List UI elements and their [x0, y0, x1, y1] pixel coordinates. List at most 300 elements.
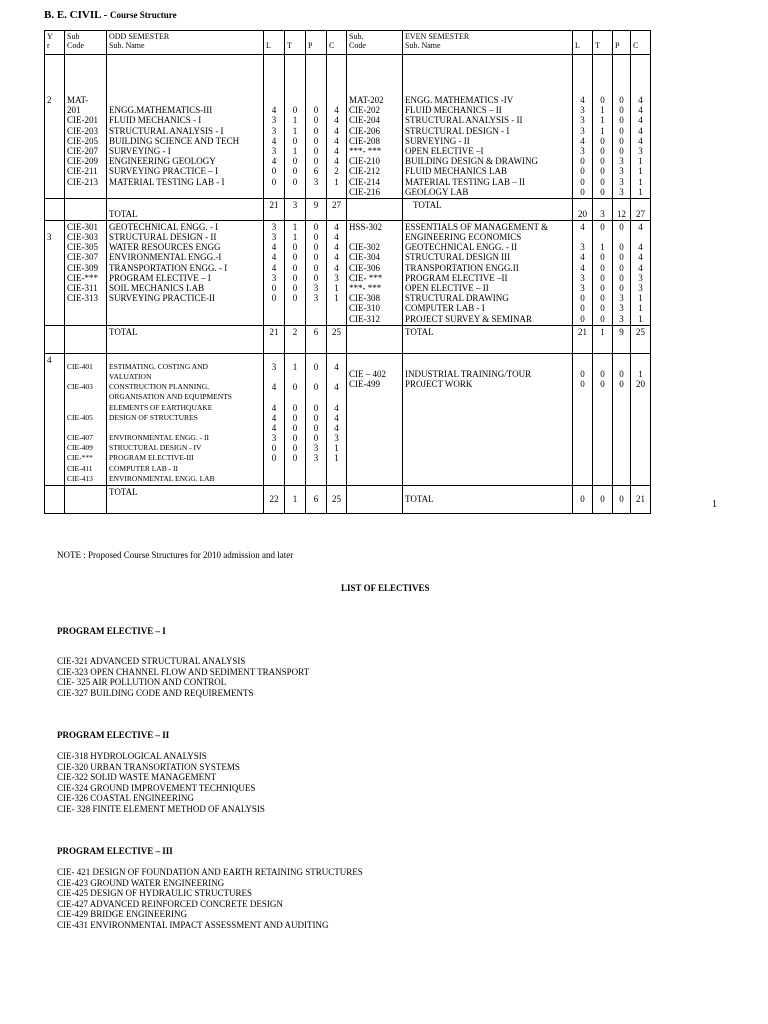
- line-item: [349, 232, 400, 242]
- line-item: 3: [580, 272, 585, 283]
- line-item: 0: [313, 115, 319, 126]
- line-item: 0: [292, 242, 298, 253]
- line-item: 0: [580, 303, 585, 314]
- line-item: GEOTECHNICAL ENGG. - II: [405, 242, 518, 253]
- line-item: 0: [292, 135, 298, 146]
- line-item: 0: [313, 402, 319, 413]
- line-item: 1: [292, 361, 298, 372]
- line-item: CIE-313: [67, 293, 98, 304]
- line-item: [285, 95, 305, 105]
- col-odd-t: T: [285, 31, 306, 55]
- total-t: 2: [285, 325, 306, 353]
- line-item: 0: [619, 242, 624, 253]
- col-odd-c: C: [327, 31, 347, 55]
- col-even-c: C: [631, 31, 651, 55]
- line-item: 3: [334, 433, 339, 444]
- line-item: 4: [334, 242, 339, 253]
- line-item: 3: [580, 125, 585, 136]
- line-item: TRANSPORTATION ENGG. - I: [109, 262, 228, 273]
- total-label: TOTAL: [403, 325, 573, 353]
- total-l: 21: [573, 325, 593, 353]
- line-item: [285, 372, 305, 382]
- line-item: 0: [292, 105, 298, 116]
- line-item: 4: [334, 115, 339, 126]
- line-item: 4: [638, 105, 643, 116]
- line-item: [613, 232, 630, 242]
- odd-codes: [65, 353, 107, 485]
- line-item: 3: [313, 293, 319, 304]
- line-item: OPEN ELECTIVE – II: [405, 283, 489, 293]
- elective-2-heading: PROGRAM ELECTIVE – II: [57, 730, 170, 740]
- line-item: 4: [334, 135, 339, 146]
- line-item: CIE-308: [349, 293, 380, 304]
- line-item: 1: [334, 283, 339, 293]
- line-item: 4: [334, 145, 339, 156]
- even-names: [403, 220, 573, 325]
- total-l: 0: [573, 486, 593, 514]
- line-item: MAT-202: [349, 95, 384, 105]
- line-item: INDUSTRIAL TRAINING/TOUR: [405, 368, 532, 379]
- line-item: ELEMENTS OF EARTHQUAKE: [109, 402, 213, 412]
- line-item: 4: [334, 412, 339, 423]
- line-item: 0: [292, 382, 298, 393]
- even-names: [403, 353, 573, 485]
- line-item: 4: [334, 156, 339, 167]
- line-item: 1: [334, 176, 339, 187]
- line-item: [631, 232, 650, 242]
- total-p: 6: [306, 486, 327, 514]
- line-item: CIE-409: [67, 443, 93, 453]
- line-item: 0: [313, 232, 319, 243]
- line-item: 0: [313, 272, 319, 283]
- line-item: MAT-: [67, 95, 89, 105]
- header-row: [45, 31, 651, 55]
- year-3-row: [45, 220, 651, 325]
- line-item: 0: [580, 368, 585, 379]
- total-t: 1: [285, 486, 306, 514]
- line-item: 3: [334, 272, 339, 283]
- line-item: [327, 372, 346, 382]
- line-item: 3: [619, 313, 624, 324]
- total-p: 9: [613, 325, 631, 353]
- line-item: 0: [580, 378, 585, 389]
- line-item: CIE-306: [349, 262, 380, 273]
- line-item: 4: [271, 382, 277, 393]
- even-l-values: [573, 55, 593, 199]
- year-2-row: [45, 55, 651, 199]
- line-item: 0: [313, 422, 319, 433]
- line-item: 1: [600, 242, 605, 253]
- line-item: 0: [580, 293, 585, 304]
- line-item: 4: [334, 402, 339, 413]
- line-item: 201: [67, 105, 81, 116]
- odd-l-values: [264, 220, 285, 325]
- line-item: 4: [334, 422, 339, 433]
- line-item: CIE-***: [67, 272, 98, 283]
- col-code-header: Sub Code: [65, 31, 107, 55]
- line-item: 1: [292, 125, 298, 136]
- line-item: 1: [638, 303, 643, 314]
- line-item: 0: [619, 368, 624, 379]
- line-item: CIE-405: [67, 412, 93, 422]
- even-c-values: [631, 220, 651, 325]
- total-p: 9: [306, 198, 327, 220]
- line-item: [306, 95, 326, 105]
- line-item: PROGRAM ELECTIVE-III: [109, 453, 194, 463]
- total-l: 20: [573, 198, 593, 220]
- odd-l-values: [264, 55, 285, 199]
- line-item: 4: [580, 252, 585, 263]
- line-item: 0: [600, 252, 605, 263]
- line-item: [67, 403, 104, 413]
- line-item: 4: [580, 262, 585, 273]
- line-item: ORGANISATION AND EQUIPMENTS: [109, 392, 232, 402]
- col-even-t: T: [593, 31, 613, 55]
- note-text: NOTE : Proposed Course Structures for 2010 admission and later: [57, 550, 294, 560]
- odd-t-values: [285, 353, 306, 485]
- elective-3-list: [57, 867, 363, 931]
- line-item: 0: [313, 433, 319, 444]
- total-t: 0: [593, 486, 613, 514]
- total-c: 27: [327, 198, 347, 220]
- line-item: ***- ***: [349, 283, 382, 293]
- line-item: CIE-206: [349, 125, 380, 136]
- odd-p-values: [306, 55, 327, 199]
- even-t-values: [593, 220, 613, 325]
- line-item: STRUCTURAL ANALYSIS - II: [405, 115, 523, 126]
- line-item: 4: [271, 402, 277, 413]
- line-item: CIE-303: [67, 232, 98, 243]
- line-item: CIE-302: [349, 242, 380, 253]
- elective-3-heading: PROGRAM ELECTIVE – III: [57, 846, 173, 856]
- line-item: 0: [292, 166, 298, 177]
- line-item: COMPUTER LAB - II: [109, 463, 178, 473]
- line-item: 3: [313, 176, 319, 187]
- col-year-header: Y r: [45, 31, 65, 55]
- line-item: [67, 392, 104, 402]
- total-c: 25: [631, 325, 651, 353]
- line-item: 0: [580, 156, 585, 167]
- line-item: STRUCTURAL DESIGN - II: [109, 232, 217, 243]
- line-item: 0: [271, 166, 277, 177]
- line-item: SURVEYING PRACTICE-II: [109, 293, 216, 304]
- line-item: CIE-411: [67, 463, 93, 473]
- line-item: 4: [334, 252, 339, 263]
- line-item: CIE-304: [349, 252, 380, 263]
- line-item: 0: [292, 156, 298, 167]
- even-codes: [347, 220, 403, 325]
- line-item: [109, 95, 261, 105]
- line-item: 0: [271, 293, 277, 304]
- line-item: 3: [271, 433, 277, 444]
- line-item: CIE- 325 AIR POLLUTION AND CONTROL: [57, 677, 227, 688]
- year-4-total-row: [45, 486, 651, 514]
- line-item: CIE- ***: [349, 272, 383, 283]
- line-item: DESIGN OF STRUCTURES: [109, 412, 198, 422]
- odd-t-values: [285, 55, 306, 199]
- line-item: CIE-310: [349, 303, 380, 314]
- line-item: 0: [619, 105, 624, 116]
- line-item: 1: [638, 368, 643, 379]
- line-item: CIE-305: [67, 242, 98, 253]
- line-item: 3: [638, 272, 643, 283]
- line-item: BUILDING DESIGN & DRAWING: [405, 156, 539, 167]
- line-item: 0: [600, 186, 605, 197]
- even-t-values: [593, 55, 613, 199]
- line-item: 20: [636, 378, 645, 389]
- even-l-values: [573, 220, 593, 325]
- line-item: CIE-209: [67, 156, 98, 167]
- line-item: PROJECT SURVEY & SEMINAR: [405, 313, 533, 324]
- line-item: SURVEYING - II: [405, 135, 470, 146]
- line-item: 4: [334, 232, 339, 243]
- line-item: 0: [619, 262, 624, 273]
- line-item: CIE-213: [67, 176, 98, 187]
- line-item: 4: [638, 125, 643, 136]
- line-item: 0: [271, 176, 277, 187]
- line-item: 0: [600, 378, 605, 389]
- line-item: [306, 372, 326, 382]
- line-item: 0: [292, 293, 298, 304]
- line-item: 0: [313, 135, 319, 146]
- line-item: 3: [271, 361, 277, 372]
- line-item: 1: [292, 221, 298, 232]
- line-item: 0: [600, 313, 605, 324]
- total-label: TOTAL: [107, 486, 264, 514]
- line-item: 1: [600, 105, 605, 116]
- line-item: 0: [600, 95, 605, 105]
- line-item: 0: [271, 283, 277, 293]
- odd-codes: [65, 220, 107, 325]
- col-even-l: L: [573, 31, 593, 55]
- line-item: STRUCTURAL DESIGN - I: [405, 125, 510, 136]
- odd-p-values: [306, 353, 327, 485]
- line-item: 3: [271, 272, 277, 283]
- line-item: PROJECT WORK: [405, 378, 473, 389]
- line-item: 0: [313, 221, 319, 232]
- line-item: ESSENTIALS OF MANAGEMENT &: [405, 221, 549, 232]
- col-even-p: P: [613, 31, 631, 55]
- line-item: CIE-311: [67, 283, 98, 293]
- line-item: 0: [292, 453, 298, 464]
- line-item: 4: [334, 361, 339, 372]
- line-item: 1: [334, 443, 339, 454]
- odd-t-values: [285, 220, 306, 325]
- line-item: CIE-211: [67, 166, 98, 177]
- line-item: PROGRAM ELECTIVE – I: [109, 272, 211, 283]
- total-l: 21: [264, 198, 285, 220]
- line-item: [67, 423, 104, 433]
- line-item: 0: [600, 262, 605, 273]
- line-item: CIE-201: [67, 115, 98, 126]
- line-item: CIE-425 DESIGN OF HYDRAULIC STRUCTURES: [57, 888, 253, 899]
- line-item: 0: [580, 166, 585, 177]
- line-item: CIE – 402: [349, 368, 386, 379]
- even-p-values: [613, 220, 631, 325]
- line-item: 0: [313, 145, 319, 156]
- line-item: WATER RESOURCES ENGG: [109, 242, 221, 253]
- line-item: [264, 95, 284, 105]
- line-item: [327, 95, 346, 105]
- line-item: 0: [600, 303, 605, 314]
- line-item: 1: [638, 156, 643, 167]
- elective-1-list: [57, 656, 309, 698]
- line-item: 0: [292, 176, 298, 187]
- odd-p-values: [306, 220, 327, 325]
- line-item: 4: [334, 382, 339, 393]
- line-item: 3: [638, 145, 643, 156]
- line-item: 0: [600, 272, 605, 283]
- line-item: 0: [313, 252, 319, 263]
- line-item: 4: [271, 262, 277, 273]
- odd-names: [107, 220, 264, 325]
- line-item: 4: [580, 95, 585, 105]
- line-item: 0: [600, 368, 605, 379]
- line-item: 0: [619, 272, 624, 283]
- total-label: TOTAL: [403, 198, 573, 220]
- col-even-header: EVEN SEMESTER Sub. Name: [403, 31, 573, 55]
- line-item: 0: [313, 382, 319, 393]
- line-item: CIE-429 BRIDGE ENGINEERING: [57, 909, 187, 920]
- line-item: PROGRAM ELECTIVE –II: [405, 272, 508, 283]
- line-item: CIE-326 COASTAL ENGINEERING: [57, 793, 194, 804]
- line-item: CIE-322 SOLID WASTE MANAGEMENT: [57, 772, 217, 783]
- line-item: 4: [638, 252, 643, 263]
- line-item: 0: [600, 293, 605, 304]
- total-p: 0: [613, 486, 631, 514]
- line-item: SOIL MECHANICS LAB: [109, 283, 205, 293]
- line-item: 0: [619, 125, 624, 136]
- line-item: CIE-204: [349, 115, 380, 126]
- line-item: 0: [292, 402, 298, 413]
- line-item: 0: [600, 176, 605, 187]
- line-item: 4: [638, 221, 643, 232]
- line-item: CIE-309: [67, 262, 98, 273]
- line-item: COMPUTER LAB - I: [405, 303, 485, 314]
- line-item: FLUID MECHANICS – II: [405, 105, 502, 116]
- year-label: 3: [45, 220, 65, 325]
- line-item: VALUATION: [109, 371, 152, 381]
- document-title: [44, 9, 177, 21]
- line-item: 3: [619, 186, 624, 197]
- odd-names: [107, 55, 264, 199]
- line-item: 3: [313, 283, 319, 293]
- line-item: 0: [580, 186, 585, 197]
- col-odd-header: ODD SEMESTER Sub. Name: [107, 31, 264, 55]
- total-c: 21: [631, 486, 651, 514]
- line-item: 3: [271, 221, 277, 232]
- even-t-values: [593, 353, 613, 485]
- odd-names: [107, 353, 264, 485]
- line-item: [264, 372, 284, 382]
- line-item: 0: [313, 412, 319, 423]
- line-item: CIE-427 ADVANCED REINFORCED CONCRETE DESIGN: [57, 898, 283, 909]
- line-item: 3: [580, 105, 585, 116]
- total-p: 12: [613, 198, 631, 220]
- line-item: 0: [619, 95, 624, 105]
- title-main: B. E. CIVIL -: [44, 9, 111, 21]
- line-item: 0: [313, 262, 319, 273]
- line-item: 0: [619, 135, 624, 146]
- odd-codes: [65, 55, 107, 199]
- line-item: CIE-208: [349, 135, 380, 146]
- line-item: [573, 232, 592, 242]
- odd-c-values: [327, 55, 347, 199]
- line-item: 0: [580, 313, 585, 324]
- line-item: 3: [619, 176, 624, 187]
- line-item: 0: [619, 145, 624, 156]
- line-item: STRUCTURAL DRAWING: [405, 293, 509, 304]
- line-item: CIE-312: [349, 313, 380, 324]
- line-item: CIE-403: [67, 382, 93, 392]
- line-item: ENVIRONMENTAL ENGG. - II: [109, 433, 209, 443]
- line-item: [285, 392, 305, 402]
- line-item: 0: [292, 252, 298, 263]
- total-t: 1: [593, 325, 613, 353]
- electives-title: LIST OF ELECTIVES: [341, 583, 430, 593]
- line-item: CIE-301: [67, 221, 98, 232]
- line-item: 1: [292, 232, 298, 243]
- line-item: CIE-431 ENVIRONMENTAL IMPACT ASSESSMENT AND AUDITING: [57, 919, 329, 930]
- total-t: 3: [593, 198, 613, 220]
- line-item: BUILDING SCIENCE AND TECH: [109, 135, 240, 146]
- line-item: 0: [600, 156, 605, 167]
- line-item: 0: [619, 378, 624, 389]
- line-item: CIE-210: [349, 156, 380, 167]
- odd-c-values: [327, 220, 347, 325]
- line-item: [67, 372, 104, 382]
- line-item: CIE-212: [349, 166, 380, 177]
- line-item: CIE-307: [67, 252, 98, 263]
- line-item: 1: [638, 293, 643, 304]
- line-item: 4: [638, 115, 643, 126]
- line-item: 0: [292, 272, 298, 283]
- odd-l-values: [264, 353, 285, 485]
- line-item: 0: [313, 156, 319, 167]
- line-item: CIE- 328 FINITE ELEMENT METHOD OF ANALYSIS: [57, 803, 265, 814]
- total-c: 27: [631, 198, 651, 220]
- line-item: CIE- 421 DESIGN OF FOUNDATION AND EARTH RETAINING STRUCTURES: [57, 867, 363, 877]
- line-item: 4: [334, 262, 339, 273]
- line-item: [327, 392, 346, 402]
- line-item: MATERIAL TESTING LAB - I: [109, 176, 225, 187]
- line-item: ENGINEERING GEOLOGY: [109, 156, 216, 167]
- line-item: 4: [638, 242, 643, 253]
- even-c-values: [631, 353, 651, 485]
- even-l-values: [573, 353, 593, 485]
- even-codes: [347, 55, 403, 199]
- line-item: OPEN ELECTIVE –I: [405, 145, 484, 156]
- line-item: ENVIRONMENTAL ENGG.-I: [109, 252, 222, 263]
- year-4-row: [45, 353, 651, 485]
- line-item: 1: [600, 115, 605, 126]
- total-label: TOTAL: [403, 486, 573, 514]
- line-item: CIE-413: [67, 473, 93, 483]
- line-item: CIE-401: [67, 361, 93, 371]
- line-item: 4: [271, 252, 277, 263]
- even-p-values: [613, 353, 631, 485]
- line-item: 0: [271, 443, 277, 454]
- line-item: 3: [580, 115, 585, 126]
- line-item: 4: [638, 95, 643, 105]
- line-item: 3: [580, 283, 585, 293]
- line-item: 0: [619, 221, 624, 232]
- line-item: 1: [638, 186, 643, 197]
- line-item: 0: [619, 115, 624, 126]
- line-item: 6: [313, 166, 319, 177]
- line-item: 4: [271, 412, 277, 423]
- line-item: GEOLOGY LAB: [405, 186, 469, 197]
